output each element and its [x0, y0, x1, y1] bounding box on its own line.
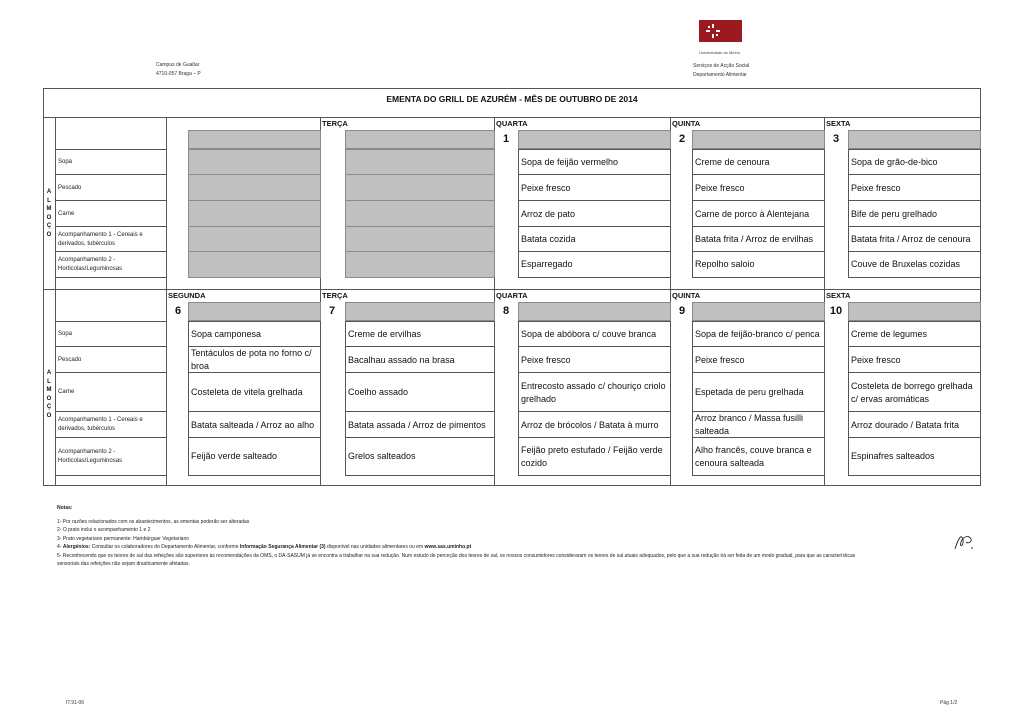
week2-date-box: [692, 302, 825, 321]
week1-empty-cell: [188, 174, 321, 201]
week2-meal-cell: Grelos salteados: [345, 437, 495, 476]
note-2: 2- O prato inclui o acompanhamento 1 e 2: [57, 527, 151, 533]
week2-meal-cell: Costeleta de borrego grelhada c/ ervas aromáticas: [848, 372, 981, 412]
week1-date-number: 2: [678, 133, 686, 145]
week2-meal-cell: Peixe fresco: [692, 346, 825, 373]
week1-row-label: Pescado: [55, 174, 166, 201]
week2-meal-cell: Peixe fresco: [848, 346, 981, 373]
week2-date-number: 10: [829, 305, 843, 317]
week2-meal-cell: Espinafres salteados: [848, 437, 981, 476]
week2-almoco-letter: L: [47, 378, 51, 385]
week1-almoco-letter: L: [47, 197, 51, 204]
week2-date-box: [345, 302, 495, 321]
week1-almoco-letter: A: [46, 189, 52, 195]
university-logo: [699, 20, 742, 42]
week1-empty-cell: [345, 174, 495, 201]
week1-empty-cell: [345, 251, 495, 278]
week2-date-number: 8: [502, 305, 510, 317]
week2-date-box: [518, 302, 671, 321]
week1-almoco-letter: Ç: [46, 223, 52, 229]
week2-meal-cell: Batata assada / Arroz de pimentos: [345, 411, 495, 438]
week2-meal-cell: Tentáculos de pota no forno c/ broa: [188, 346, 321, 373]
note-1: 1- Por razões relacionados com os abastecimentos, as ementas poderão ser alteradas: [57, 518, 250, 525]
campus-address: 4710-057 Braga – P: [156, 71, 201, 77]
week1-empty-cell: [188, 251, 321, 278]
week2-almoco-letter: Ç: [46, 404, 52, 410]
week1-meal-cell: Sopa de grão-de-bico: [848, 149, 981, 175]
week1-meal-cell: Peixe fresco: [692, 174, 825, 201]
department-name: Departamento Alimentar: [693, 72, 747, 78]
week1-date-box: [345, 130, 495, 149]
week1-empty-cell: [345, 200, 495, 227]
week1-row-label: Sopa: [55, 149, 166, 175]
menu-title: EMENTA DO GRILL DE AZURÉM - MÊS DE OUTUBRO DE 2014: [386, 94, 638, 104]
department-service: Serviços de Acção Social: [693, 63, 750, 69]
week2-almoco-letter: O: [46, 412, 52, 419]
week1-date-box: [848, 130, 981, 149]
week2-meal-cell: Espetada de peru grelhada: [692, 372, 825, 412]
week1-day-header: TERÇA: [322, 119, 348, 128]
week1-meal-cell: Peixe fresco: [518, 174, 671, 201]
week2-row-label: Acompanhamento 1 - Cereais e derivados, tubérculos: [55, 411, 166, 438]
week1-meal-cell: Carne de porco à Alentejana: [692, 200, 825, 227]
week2-meal-cell: Costeleta de vitela grelhada: [188, 372, 321, 412]
week1-empty-cell: [345, 149, 495, 175]
title-divider: [43, 117, 981, 118]
campus-name: Campus de Gualtar: [156, 62, 200, 68]
week1-empty-cell: [188, 149, 321, 175]
week2-date-box: [188, 302, 321, 321]
week2-meal-cell: Arroz dourado / Batata frita: [848, 411, 981, 438]
week2-date-number: 7: [328, 305, 336, 317]
week2-meal-cell: Batata salteada / Arroz ao alho: [188, 411, 321, 438]
week1-meal-cell: Peixe fresco: [848, 174, 981, 201]
week2-date-box: [848, 302, 981, 321]
week2-meal-cell: Entrecosto assado c/ chouriço criolo grelhado: [518, 372, 671, 412]
week1-empty-cell: [345, 226, 495, 252]
week2-meal-cell: Peixe fresco: [518, 346, 671, 373]
week1-almoco-letter: O: [46, 214, 52, 221]
week2-meal-cell: Arroz de brócolos / Batata à murro: [518, 411, 671, 438]
week1-meal-cell: Esparregado: [518, 251, 671, 278]
week2-meal-cell: Alho francês, couve branca e cenoura salteada: [692, 437, 825, 476]
week2-meal-cell: Feijão verde salteado: [188, 437, 321, 476]
week2-meal-cell: Sopa camponesa: [188, 321, 321, 347]
week1-row-label: Carne: [55, 200, 166, 227]
notes-section: [57, 504, 855, 569]
week1-row-label: Acompanhamento 1 - Cereais e derivados, tubérculos: [55, 226, 166, 252]
notes-heading: Notas:: [57, 505, 73, 511]
week2-meal-cell: Arroz branco / Massa fusilli salteada: [692, 411, 825, 438]
week2-column-separator: [166, 290, 167, 486]
week1-meal-cell: Sopa de feijão vermelho: [518, 149, 671, 175]
week2-day-header: SEGUNDA: [168, 291, 206, 300]
website-link[interactable]: www.sas.uminho.pt: [424, 544, 472, 550]
document-code: IT.91-06: [66, 700, 85, 706]
week2-almoco-letter: M: [46, 387, 52, 393]
week2-row-label: Carne: [55, 372, 166, 412]
week1-meal-cell: Batata frita / Arroz de ervilhas: [692, 226, 825, 252]
week2-date-number: 9: [678, 305, 686, 317]
week1-day-header: SEXTA: [826, 119, 851, 128]
week2-row-label: Pescado: [55, 346, 166, 373]
week1-almoco-letter: M: [46, 206, 52, 212]
week1-empty-cell: [188, 226, 321, 252]
week1-meal-cell: Couve de Bruxelas cozidas: [848, 251, 981, 278]
week1-meal-cell: Batata cozida: [518, 226, 671, 252]
week2-row-label: Acompanhamento 2 - Horticolas/Leguminosas: [55, 437, 166, 476]
week1-date-number: 3: [832, 133, 840, 145]
logo-caption: Universidade do Minho: [699, 50, 740, 55]
week1-date-box: [518, 130, 671, 149]
week2-meal-cell: Feijão preto estufado / Feijão verde cozido: [518, 437, 671, 476]
week1-meal-cell: Arroz de pato: [518, 200, 671, 227]
week1-date-box: [692, 130, 825, 149]
page-number: Pág 1/2: [940, 700, 958, 706]
week2-meal-cell: Creme de ervilhas: [345, 321, 495, 347]
week2-meal-cell: Sopa de feijão-branco c/ penca: [692, 321, 825, 347]
week2-almoco-letter: O: [46, 395, 52, 402]
week1-row-label: Acompanhamento 2 - Horticolas/Leguminosas: [55, 251, 166, 278]
week1-meal-cell: Bife de peru grelhado: [848, 200, 981, 227]
menu-frame: [43, 88, 981, 486]
week2-almoco-letter: A: [46, 370, 52, 376]
week1-day-header: QUARTA: [496, 119, 528, 128]
week2-date-number: 6: [174, 305, 182, 317]
week1-meal-cell: Creme de cenoura: [692, 149, 825, 175]
week2-meal-cell: Sopa de abóbora c/ couve branca: [518, 321, 671, 347]
week2-meal-cell: Coelho assado: [345, 372, 495, 412]
week1-meal-cell: Batata frita / Arroz de cenoura: [848, 226, 981, 252]
note-5-cont: sensoriais das refeições não sejam drasticamente afetadas.: [57, 561, 190, 567]
note-4: 4- Alergénios: Consultar os colaboradores do Departamento Alimentar, conforme Informação Segurança Alimentar (3) disponível nas unidades alimentares ou em www.sas.uminho.pt: [57, 544, 472, 550]
week-divider: [43, 289, 981, 290]
week2-day-header: QUARTA: [496, 291, 528, 300]
week1-date-number: 1: [502, 133, 510, 145]
week2-row-label: Sopa: [55, 321, 166, 347]
week2-day-header: TERÇA: [322, 291, 348, 300]
week1-date-box: [188, 130, 321, 149]
week2-day-header: QUINTA: [672, 291, 701, 300]
signature-mark: [953, 532, 975, 552]
week1-meal-cell: Repolho saloio: [692, 251, 825, 278]
week1-almoco-letter: O: [46, 231, 52, 238]
week2-meal-cell: Bacalhau assado na brasa: [345, 346, 495, 373]
note-5: 5- Reconhecendo que os teores de sal das refeições são superiores às recomendações da OMS, o DA-SASUM já se encontra a trabalhar na sua redução. Num estudo de perceção dos teores de sal, os nossos consumidores consideraram os teores de sal atuais adequados, pelo que a sua redução irá ser feita de um modo gradual, para que as características: [57, 552, 856, 559]
week1-column-separator: [166, 118, 167, 289]
note-3: 3- Prato vegetariano permanente: Hambúrguer Vegetariano: [57, 535, 190, 542]
week1-empty-cell: [188, 200, 321, 227]
week1-day-header: QUINTA: [672, 119, 701, 128]
week2-day-header: SEXTA: [826, 291, 851, 300]
week2-meal-cell: Creme de legumes: [848, 321, 981, 347]
